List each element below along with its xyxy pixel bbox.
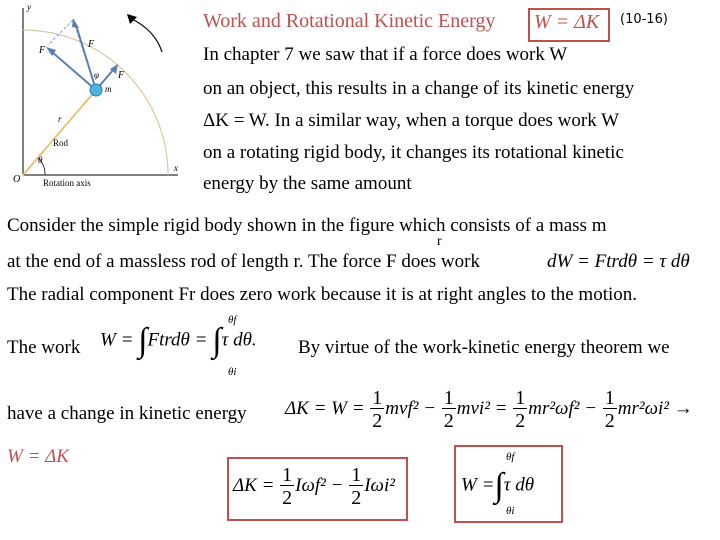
work-label: The work [7, 337, 81, 358]
label-ft: F [39, 45, 46, 56]
intro-line-4: on a rotating rigid body, it changes its rotational kinetic [203, 142, 624, 163]
label-rod: Rod [53, 138, 69, 148]
work-limit-upper: θf [228, 314, 237, 326]
body-line-3: The radial component Fr does zero work because it is at right angles to the motion. [7, 284, 637, 305]
boxed-work-integral: W =∫τ dθ θf θi [454, 445, 563, 523]
mass [90, 84, 102, 96]
label-mass: m [105, 84, 112, 94]
label-origin: O [13, 174, 21, 185]
body-line-2: at the end of a massless rod of length r. The force F does work [7, 251, 480, 272]
page-title: Work and Rotational Kinetic Energy [203, 10, 496, 32]
kinetic-energy-equation: ΔK = W = $\frac{1}{2}$ mvf² − $\frac{1}{2}$ mvi² = $\frac{1}{2}$ mr²ωf² − $\frac{1}{2}$ mr²ωi² → [285, 387, 693, 432]
label-phi: φ [94, 70, 99, 80]
label-force: F [88, 39, 95, 50]
boxed-kinetic-energy: ΔK = $\frac{1}{2}$ Iωf² − $\frac{1}{2}$ Iωi² [227, 457, 408, 521]
label-y: y [27, 2, 31, 12]
rotation-arrowhead [127, 14, 137, 24]
label-r: r [58, 114, 62, 124]
rotation-arrow [130, 18, 162, 52]
slide-number: (10-16) [620, 12, 668, 27]
label-theta: θ [38, 155, 43, 165]
intro-line-2: on an object, this results in a change of its kinetic energy [203, 78, 635, 99]
vector-mark: r [437, 234, 442, 249]
intro-line-5: energy by the same amount [203, 173, 412, 194]
rotation-figure [0, 0, 195, 195]
work-tail: By virtue of the work-kinetic energy theorem we [298, 337, 670, 358]
intro-line-1: In chapter 7 we saw that if a force does work W [203, 44, 568, 65]
change-label: have a change in kinetic energy [7, 403, 247, 424]
intro-line-3: ΔK = W. In a similar way, when a torque does work W [203, 110, 620, 131]
label-x: x [174, 163, 178, 173]
label-fr: F [118, 70, 125, 81]
work-equation: W = ∫Ftrdθ = ∫τ dθ. [100, 322, 257, 359]
w-equals-dk: W = ΔK [7, 446, 69, 467]
label-rotation-axis: Rotation axis [43, 178, 91, 188]
body-line-2-math: dW = Ftrdθ = τ dθ [547, 251, 690, 272]
body-line-1: Consider the simple rigid body shown in the figure which consists of a mass m [7, 215, 607, 236]
rod [23, 90, 96, 175]
work-limit-lower: θi [228, 366, 237, 378]
title-equation: W = ΔK [534, 11, 600, 33]
